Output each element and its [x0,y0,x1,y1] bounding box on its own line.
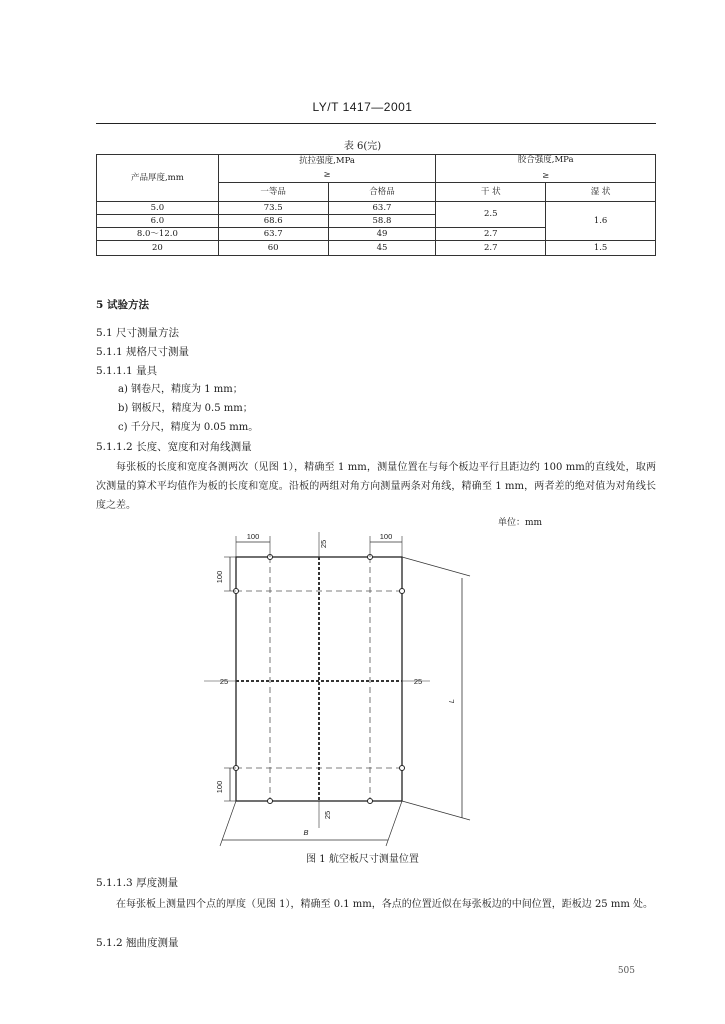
table-cell-wet-merged: 1.6 [546,202,656,241]
section-5-heading: 5 试验方法 [96,299,149,311]
measure-point [268,799,273,804]
header-tensile-ge: ≥ [218,169,436,183]
section-5-1-heading: 5.1 尺寸测量方法 [96,327,180,339]
table-cell: 2.7 [436,228,546,241]
dim-label-L: L [447,698,456,704]
dim-label-100-top-left: 100 [246,532,260,541]
table-cell: 45 [328,241,436,256]
table-cell: 68.6 [218,215,328,228]
section-5-1-1-3-heading: 5.1.1.3 厚度测量 [96,877,179,889]
dim-label-25-bottom: 25 [323,810,332,820]
header-bond [436,155,656,183]
header-first-grade: 一等品 [218,183,328,202]
table-caption: 表 6(完) [343,141,382,152]
list-item-a: a) 钢卷尺，精度为 1 mm； [118,384,243,395]
figure-caption: 图 1 航空板尺寸测量位置 [306,854,419,865]
header-dry: 干 状 [436,183,546,202]
measure-point [400,766,405,771]
table-cell: 60 [218,241,328,256]
table-cell: 1.5 [546,241,656,256]
table-cell-dry-merged: 2.5 [436,202,546,228]
measure-point [368,799,373,804]
dim-label-100-top-right: 100 [379,532,393,541]
header-thickness: 产品厚度,mm [97,155,219,202]
measure-point [400,589,405,594]
header-wet: 湿 状 [546,183,656,202]
dim-label-B: B [303,828,309,837]
paragraph-thickness: 在每张板上测量四个点的厚度（见图 1），精确至 0.1 mm，各点的位置近似在每张板边的中间位置，距板边 25 mm 处。 [116,899,653,910]
table-cell: 5.0 [97,202,219,215]
dim-line [220,801,236,846]
table-cell: 20 [97,241,219,256]
header-rule [96,123,656,124]
dim-label-100-left-bottom: 100 [215,780,224,794]
table-cell: 73.5 [218,202,328,215]
table-cell: 6.0 [97,215,219,228]
section-5-1-2-heading: 5.1.2 翘曲度测量 [96,937,179,949]
table-cell: 8.0～12.0 [97,228,219,241]
dim-line [386,801,402,846]
section-5-1-1-1-heading: 5.1.1.1 量具 [96,365,158,377]
section-5-1-1-heading: 5.1.1 规格尺寸测量 [96,346,190,358]
standard-code-header: LY/T 1417—2001 [312,100,413,114]
dim-label-25-right: 25 [413,677,423,686]
header-bond-title: 胶合强度,MPa [517,155,574,165]
list-item-c: c) 千分尺，精度为 0.05 mm。 [118,422,259,433]
dim-line [402,801,470,820]
table-cell: 2.7 [436,241,546,256]
header-bond-ge: ≥ [542,171,550,181]
paragraph-length-width: 每张板的长度和宽度各测两次（见图 1），精确至 1 mm，测量位置在与每个板边平行且距边约 100 mm的直线处，取两次测量的算术平均值作为板的长度和宽度。沿板的两组对角方向测量两条对角线，精确至 1 mm，两者差的绝对值为对角线长度之差。 [96,462,656,511]
table-6 [96,154,656,256]
unit-label: 单位：mm [498,518,543,528]
figure-1-diagram [200,528,490,850]
list-item-b: b) 钢板尺，精度为 0.5 mm； [118,403,253,414]
dim-label-100-left-top: 100 [215,570,224,584]
page-number: 505 [617,966,635,976]
dim-line [402,557,470,576]
dim-label-25-left: 25 [219,677,229,686]
section-5-1-1-2-heading: 5.1.1.2 长度、宽度和对角线测量 [96,441,252,453]
table-cell: 49 [328,228,436,241]
header-tensile: 抗拉强度,MPa [218,155,436,169]
header-qualified: 合格品 [328,183,436,202]
dim-label-25-top: 25 [319,539,328,549]
table-cell: 63.7 [218,228,328,241]
table-cell: 58.8 [328,215,436,228]
table-cell: 63.7 [328,202,436,215]
